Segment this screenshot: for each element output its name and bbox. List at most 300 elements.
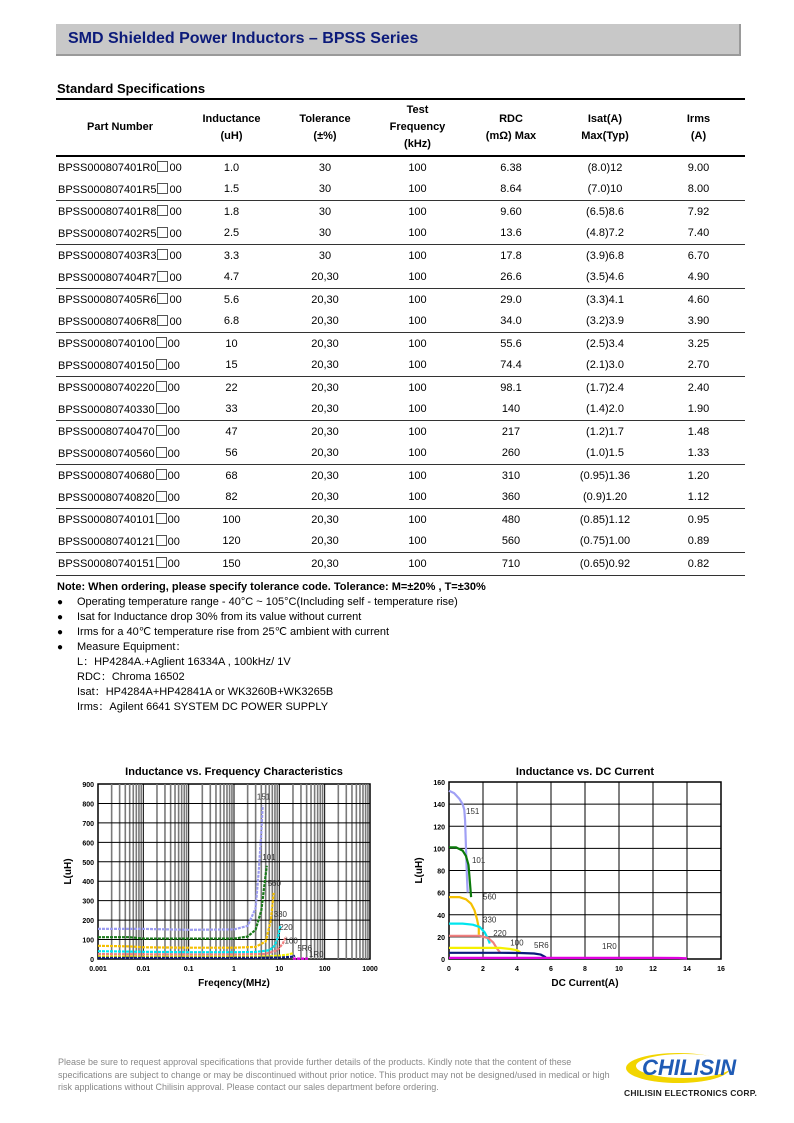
- part-number-cell: [56, 509, 184, 531]
- irms-cell: 6.70: [687, 249, 710, 262]
- series-label: 101: [262, 852, 276, 862]
- freq-cell: 100: [408, 513, 427, 526]
- freq-cell: 100: [408, 293, 427, 306]
- column-header: [652, 99, 745, 156]
- freq-cell: 100: [408, 469, 427, 482]
- y-tick-label: 600: [82, 840, 94, 848]
- inductance-cell: 10: [225, 337, 238, 350]
- rdc-cell: 360: [464, 487, 558, 509]
- tolerance-cell: 20,30: [311, 425, 339, 438]
- irms-cell: 3.25: [687, 337, 710, 350]
- y-tick-label: 140: [433, 802, 445, 810]
- part-number-prefix: BPSS000807405R6: [58, 294, 157, 307]
- part-number-suffix: 00: [167, 359, 180, 372]
- y-axis-label: L(uH): [63, 858, 74, 885]
- isat-cell: (0.75)1.00: [558, 531, 652, 553]
- part-number-prefix: BPSS00080740150: [58, 359, 155, 372]
- inductance-vs-dc-current-svg: [408, 760, 738, 995]
- part-number-suffix: 00: [169, 162, 182, 175]
- freq-cell: 100: [371, 531, 464, 553]
- part-number-prefix: BPSS00080740330: [58, 403, 155, 416]
- irms-cell: 3.90: [652, 311, 745, 333]
- part-number-cell: [56, 465, 184, 487]
- freq-cell: 100: [408, 337, 427, 350]
- part-number-suffix: 00: [169, 227, 182, 240]
- ordering-note: Note: When ordering, please specify tolerance code. Tolerance: M=±20% , T=±30%: [57, 581, 486, 593]
- chart-title: Inductance vs. DC Current: [515, 766, 655, 778]
- inductance-cell: 68: [225, 469, 238, 482]
- y-tick-label: 800: [82, 801, 94, 809]
- tolerance-cell: 20,30: [279, 443, 371, 465]
- isat-cell: (3.2)3.9: [558, 311, 652, 333]
- part-number-prefix: BPSS00080740470: [58, 426, 155, 439]
- isat-cell: (3.9)6.8: [586, 249, 624, 262]
- inductance-cell: 33: [184, 399, 279, 421]
- tolerance-cell: 30: [318, 205, 332, 218]
- x-tick-label: 12: [649, 966, 657, 973]
- isat-cell: (0.85)1.12: [579, 513, 631, 526]
- column-header: [558, 99, 652, 156]
- page-title: SMD Shielded Power Inductors – BPSS Series: [68, 30, 419, 47]
- part-number-suffix: 00: [167, 470, 180, 483]
- column-header-line: Isat(A): [587, 112, 623, 125]
- y-tick-label: 200: [82, 918, 94, 926]
- inductance-cell: 5.6: [223, 293, 240, 306]
- part-number-prefix: BPSS00080740101: [58, 514, 155, 527]
- part-number-suffix: 00: [167, 558, 180, 571]
- part-number-prefix: BPSS00080740680: [58, 470, 155, 483]
- part-number-prefix: BPSS000807401R0: [58, 162, 157, 175]
- part-number-suffix: 00: [167, 514, 180, 527]
- tolerance-cell: 20,30: [311, 513, 339, 526]
- freq-cell: 100: [371, 311, 464, 333]
- isat-cell: (0.95)1.36: [579, 469, 631, 482]
- rdc-cell: 98.1: [500, 381, 522, 394]
- y-tick-label: 900: [82, 782, 94, 789]
- column-header: [184, 99, 279, 156]
- isat-cell: (1.4)2.0: [558, 399, 652, 421]
- inductance-cell: 82: [184, 487, 279, 509]
- freq-cell: 100: [371, 399, 464, 421]
- x-tick-label: 0.01: [136, 966, 151, 973]
- part-number-suffix: 00: [167, 426, 180, 439]
- column-header-line: RDC: [499, 112, 523, 125]
- part-number-prefix: BPSS00080740100: [58, 338, 155, 351]
- tolerance-code-box: [156, 557, 167, 568]
- table-row: [56, 399, 745, 421]
- tolerance-cell: 20,30: [279, 311, 371, 333]
- rdc-cell: 260: [464, 443, 558, 465]
- tolerance-cell: 20,30: [279, 399, 371, 421]
- part-number-cell: [56, 487, 184, 509]
- isat-cell: (3.5)4.6: [558, 267, 652, 289]
- tolerance-code-box: [157, 249, 168, 260]
- column-header-line: (A): [690, 129, 707, 142]
- freq-cell: 100: [371, 443, 464, 465]
- rdc-cell: 140: [464, 399, 558, 421]
- rdc-cell: 480: [501, 513, 521, 526]
- tolerance-cell: 20,30: [311, 293, 339, 306]
- part-number-prefix: BPSS000807406R8: [58, 315, 157, 328]
- series-label: 330: [483, 915, 497, 925]
- tolerance-cell: 20,30: [279, 553, 371, 576]
- part-number-cell: [56, 531, 184, 553]
- x-axis-label: DC Current(A): [551, 978, 619, 989]
- tolerance-cell: 20,30: [311, 337, 339, 350]
- tolerance-code-box: [156, 491, 167, 502]
- part-number-cell: [56, 201, 184, 223]
- equipment-item: Isat：HP4284A+HP42841A or WK3260B+WK3265B: [77, 686, 334, 698]
- table-row: [56, 156, 745, 179]
- x-tick-label: 2: [481, 966, 485, 973]
- part-number-suffix: 00: [169, 183, 182, 196]
- table-row: [56, 531, 745, 553]
- part-number-suffix: 00: [169, 271, 182, 284]
- part-number-suffix: 00: [167, 535, 180, 548]
- part-number-cell: [56, 553, 184, 576]
- isat-cell: (1.2)1.7: [586, 425, 624, 438]
- rdc-cell: 13.6: [464, 223, 558, 245]
- rdc-cell: 6.38: [500, 161, 522, 174]
- tolerance-code-box: [157, 183, 168, 194]
- inductance-cell: 4.7: [184, 267, 279, 289]
- tolerance-code-box: [156, 469, 167, 480]
- x-tick-label: 8: [583, 966, 587, 973]
- inductance-cell: 1.0: [223, 161, 240, 174]
- part-number-prefix: BPSS000807404R7: [58, 271, 157, 284]
- irms-cell: 7.40: [652, 223, 745, 245]
- inductance-cell: 120: [184, 531, 279, 553]
- tolerance-cell: 30: [318, 161, 332, 174]
- isat-cell: (2.5)3.4: [586, 337, 624, 350]
- table-header-row: [56, 99, 745, 156]
- irms-cell: 1.12: [652, 487, 745, 509]
- rdc-cell: 74.4: [464, 355, 558, 377]
- column-header-line: (uH): [220, 129, 243, 142]
- x-tick-label: 0.1: [183, 966, 194, 973]
- y-tick-label: 400: [82, 879, 94, 887]
- inductance-cell: 15: [184, 355, 279, 377]
- part-number-cell: [56, 267, 184, 289]
- x-tick-label: 0: [447, 966, 451, 973]
- table-row: [56, 311, 745, 333]
- y-tick-label: 300: [82, 898, 94, 906]
- series-label: 5R6: [534, 940, 549, 950]
- isat-cell: (3.3)4.1: [586, 293, 624, 306]
- part-number-suffix: 00: [169, 315, 182, 328]
- part-number-cell: [56, 223, 184, 245]
- table-row: [56, 355, 745, 377]
- series-line-1R0: [449, 958, 687, 959]
- tolerance-code-box: [156, 359, 167, 370]
- column-header-line: Irms: [686, 112, 711, 125]
- rdc-cell: 26.6: [464, 267, 558, 289]
- irms-cell: 1.48: [687, 425, 710, 438]
- column-header: [464, 99, 558, 156]
- rdc-cell: 710: [464, 553, 558, 576]
- rdc-cell: 55.6: [500, 337, 522, 350]
- isat-cell: (4.8)7.2: [558, 223, 652, 245]
- x-tick-label: 10: [275, 966, 284, 973]
- column-header: [279, 99, 371, 156]
- tolerance-cell: 20,30: [279, 531, 371, 553]
- logo-wordmark: CHILISIN: [642, 1055, 737, 1080]
- column-header-line: (±%): [313, 129, 337, 142]
- inductance-vs-frequency-svg: [55, 760, 385, 995]
- inductance-cell: 47: [225, 425, 238, 438]
- table-row: [56, 245, 745, 267]
- inductance-cell: 150: [184, 553, 279, 576]
- part-number-suffix: 00: [167, 382, 180, 395]
- irms-cell: 0.95: [687, 513, 710, 526]
- freq-cell: 100: [408, 161, 427, 174]
- column-header-line: Frequency: [389, 121, 446, 133]
- tolerance-cell: 30: [318, 249, 332, 262]
- irms-cell: 0.89: [652, 531, 745, 553]
- spec-table: [56, 98, 745, 576]
- inductance-cell: 100: [222, 513, 241, 526]
- y-tick-label: 0: [441, 957, 445, 964]
- equipment-item: L：HP4284A.+Aglient 16334A , 100kHz/ 1V: [77, 656, 291, 668]
- section-title: Standard Specifications: [57, 81, 206, 96]
- part-number-prefix: BPSS00080740220: [58, 382, 155, 395]
- series-label: 1R0: [602, 942, 617, 952]
- rdc-cell: 217: [501, 425, 521, 438]
- irms-cell: 1.90: [652, 399, 745, 421]
- inductance-cell: 3.3: [223, 249, 240, 262]
- note-bullet: ● Irms for a 40℃ temperature rise from 25℃ ambient with current: [57, 625, 486, 640]
- tolerance-cell: 20,30: [311, 469, 339, 482]
- column-header-line: Max(Typ): [581, 129, 629, 142]
- irms-cell: 0.82: [652, 553, 745, 576]
- inductance-vs-frequency-chart: [55, 760, 385, 1000]
- y-tick-label: 20: [437, 934, 445, 942]
- column-header-line: (mΩ) Max: [485, 129, 537, 142]
- column-header-line: Inductance: [202, 112, 261, 125]
- freq-cell: 100: [408, 425, 427, 438]
- rdc-cell: 560: [464, 531, 558, 553]
- tolerance-code-box: [156, 513, 167, 524]
- isat-cell: (8.0)12: [587, 161, 623, 174]
- series-label: 1R0: [308, 950, 324, 960]
- freq-cell: 100: [371, 553, 464, 576]
- tolerance-code-box: [156, 535, 167, 546]
- table-row: [56, 487, 745, 509]
- isat-cell: (0.9)1.20: [558, 487, 652, 509]
- part-number-prefix: BPSS000807402R5: [58, 227, 157, 240]
- y-tick-label: 0: [90, 957, 94, 964]
- x-tick-label: 14: [683, 966, 691, 973]
- x-tick-label: 10: [615, 966, 623, 973]
- tolerance-cell: 30: [279, 179, 371, 201]
- tolerance-code-box: [156, 381, 167, 392]
- series-label: 220: [493, 928, 507, 938]
- table-body: [56, 156, 745, 575]
- inductance-cell: 6.8: [184, 311, 279, 333]
- part-number-cell: [56, 311, 184, 333]
- note-bullet: ● Isat for Inductance drop 30% from its value without current: [57, 610, 486, 625]
- y-tick-label: 120: [433, 824, 445, 832]
- isat-cell: (1.7)2.4: [586, 381, 624, 394]
- series-label: 151: [256, 792, 271, 802]
- y-tick-label: 40: [437, 912, 445, 920]
- isat-cell: (7.0)10: [558, 179, 652, 201]
- part-number-suffix: 00: [169, 294, 182, 307]
- part-number-prefix: BPSS00080740820: [58, 491, 155, 504]
- freq-cell: 100: [371, 267, 464, 289]
- equipment-item: RDC：Chroma 16502: [77, 671, 185, 683]
- part-number-cell: [56, 156, 184, 179]
- part-number-cell: [56, 355, 184, 377]
- irms-cell: 1.33: [652, 443, 745, 465]
- part-number-prefix: BPSS00080740560: [58, 447, 155, 460]
- irms-cell: 1.20: [687, 469, 710, 482]
- series-label: 560: [267, 879, 281, 889]
- x-tick-label: 100: [318, 966, 331, 973]
- inductance-vs-dc-current-chart: [408, 760, 738, 1000]
- column-header-line: (kHz): [404, 138, 431, 150]
- table-row: [56, 223, 745, 245]
- part-number-suffix: 00: [167, 447, 180, 460]
- tolerance-cell: 20,30: [279, 267, 371, 289]
- series-label: 220: [279, 922, 293, 932]
- table-row: [56, 333, 745, 355]
- rdc-cell: 29.0: [500, 293, 522, 306]
- series-label: 100: [284, 936, 298, 946]
- table-row: [56, 201, 745, 223]
- irms-cell: 4.60: [687, 293, 710, 306]
- column-header: [56, 99, 184, 156]
- part-number-prefix: BPSS000807401R5: [58, 183, 157, 196]
- part-number-cell: [56, 399, 184, 421]
- part-number-prefix: BPSS000807401R8: [58, 206, 157, 219]
- table-row: [56, 267, 745, 289]
- rdc-cell: 34.0: [464, 311, 558, 333]
- x-axis-label: Freqency(MHz): [198, 978, 270, 989]
- tolerance-code-box: [157, 205, 168, 216]
- tolerance-code-box: [156, 337, 167, 348]
- rdc-cell: 310: [501, 469, 521, 482]
- x-tick-label: 1: [232, 966, 236, 973]
- freq-cell: 100: [371, 355, 464, 377]
- rdc-cell: 8.64: [464, 179, 558, 201]
- y-tick-label: 100: [433, 846, 445, 854]
- freq-cell: 100: [371, 223, 464, 245]
- table-row: [56, 509, 745, 531]
- table-row: [56, 553, 745, 576]
- irms-cell: 2.70: [652, 355, 745, 377]
- table-row: [56, 179, 745, 201]
- tolerance-code-box: [157, 293, 168, 304]
- part-number-prefix: BPSS000807403R3: [58, 250, 157, 263]
- disclaimer-text: Please be sure to request approval specifications that provide further details of the products. Kindly note that the content of these specifications are subject to change or may be discontinued without prior notice. This product may not be designed/used in medical or high risk applications without Chilisin approval. Please contact our sales department before ordering.: [58, 1057, 610, 1092]
- column-header-line: Tolerance: [299, 112, 351, 125]
- inductance-cell: 1.8: [223, 205, 240, 218]
- y-tick-label: 80: [437, 868, 445, 876]
- company-name: CHILISIN ELECTRONICS CORP.: [624, 1088, 758, 1098]
- tolerance-cell: 20,30: [279, 487, 371, 509]
- part-number-suffix: 00: [169, 250, 182, 263]
- x-tick-label: 6: [549, 966, 553, 973]
- notes-section: [57, 580, 486, 715]
- irms-cell: 7.92: [687, 205, 710, 218]
- table-row: [56, 465, 745, 487]
- series-label: 330: [273, 910, 288, 920]
- y-tick-label: 100: [82, 937, 94, 945]
- part-number-suffix: 00: [167, 338, 180, 351]
- isat-cell: (2.1)3.0: [558, 355, 652, 377]
- part-number-cell: [56, 179, 184, 201]
- part-number-suffix: 00: [167, 403, 180, 416]
- inductance-cell: 2.5: [184, 223, 279, 245]
- isat-cell: (1.0)1.5: [558, 443, 652, 465]
- series-label: 560: [483, 892, 497, 902]
- y-axis-label: L(uH): [414, 857, 425, 884]
- part-number-cell: [56, 377, 184, 399]
- tolerance-code-box: [157, 315, 168, 326]
- tolerance-code-box: [157, 161, 168, 172]
- freq-cell: 100: [408, 381, 427, 394]
- irms-cell: 4.90: [652, 267, 745, 289]
- series-label: 151: [466, 807, 480, 817]
- table-row: [56, 421, 745, 443]
- y-tick-label: 500: [82, 859, 94, 867]
- part-number-cell: [56, 289, 184, 311]
- tolerance-code-box: [157, 227, 168, 238]
- part-number-cell: [56, 333, 184, 355]
- tolerance-cell: 20,30: [311, 381, 339, 394]
- title-banner: [56, 24, 741, 56]
- note-bullet: ● Measure Equipment：: [57, 640, 486, 655]
- column-header: [371, 99, 464, 156]
- freq-cell: 100: [371, 487, 464, 509]
- column-header-line: Part Number: [86, 121, 154, 133]
- inductance-cell: 22: [225, 381, 238, 394]
- freq-cell: 100: [408, 249, 427, 262]
- isat-cell: (0.65)0.92: [558, 553, 652, 576]
- freq-cell: 100: [371, 179, 464, 201]
- part-number-suffix: 00: [167, 491, 180, 504]
- tolerance-code-box: [156, 403, 167, 414]
- inductance-cell: 56: [184, 443, 279, 465]
- x-tick-label: 0.001: [89, 966, 107, 973]
- y-tick-label: 60: [437, 890, 445, 898]
- series-label: 5R6: [297, 944, 313, 954]
- part-number-cell: [56, 245, 184, 267]
- part-number-prefix: BPSS00080740121: [58, 535, 155, 548]
- tolerance-cell: 20,30: [279, 355, 371, 377]
- irms-cell: 9.00: [687, 161, 710, 174]
- part-number-cell: [56, 443, 184, 465]
- chart-title: Inductance vs. Frequency Characteristics: [125, 766, 343, 778]
- column-header-line: Test: [406, 104, 429, 116]
- equipment-item: Irms：Agilent 6641 SYSTEM DC POWER SUPPLY: [77, 701, 329, 713]
- table-row: [56, 377, 745, 399]
- isat-cell: (6.5)8.6: [586, 205, 624, 218]
- note-bullet: ● Operating temperature range - 40°C ~ 105°C(Including self - temperature rise): [57, 595, 486, 610]
- part-number-cell: [56, 421, 184, 443]
- part-number-prefix: BPSS00080740151: [58, 558, 155, 571]
- table-row: [56, 443, 745, 465]
- tolerance-cell: 30: [279, 223, 371, 245]
- y-tick-label: 700: [82, 820, 94, 828]
- tolerance-code-box: [156, 447, 167, 458]
- tolerance-code-box: [157, 271, 168, 282]
- rdc-cell: 9.60: [500, 205, 522, 218]
- tolerance-code-box: [156, 425, 167, 436]
- table-row: [56, 289, 745, 311]
- irms-cell: 8.00: [652, 179, 745, 201]
